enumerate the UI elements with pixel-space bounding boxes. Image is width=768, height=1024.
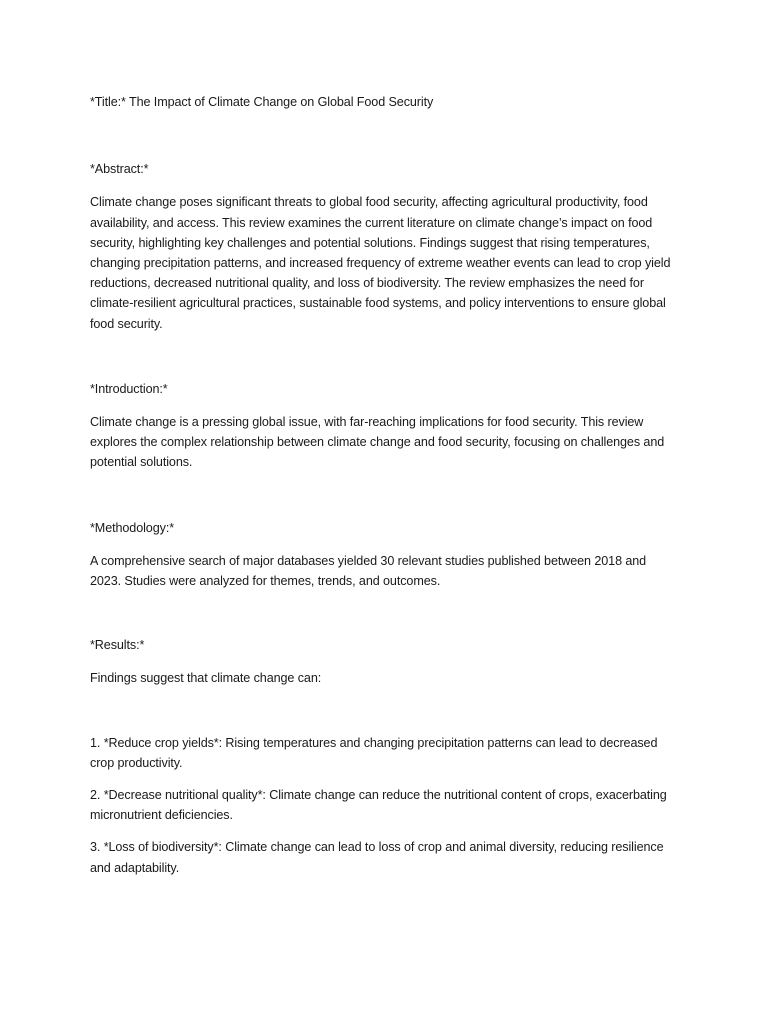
results-list-item: 2. *Decrease nutritional quality*: Climate change can reduce the nutritional content of crops, exacerbating micronutrient deficiencies. <box>90 788 667 823</box>
results-list-item: 3. *Loss of biodiversity*: Climate change can lead to loss of crop and animal diversity, reducing resilience and adaptability. <box>90 840 664 875</box>
results-list-item: 1. *Reduce crop yields*: Rising temperatures and changing precipitation patterns can lead to decreased crop productivity. <box>90 735 658 770</box>
methodology-heading: *Methodology:* <box>90 520 175 535</box>
introduction-paragraph: Climate change is a pressing global issue, with far-reaching implications for food security. This review explores the complex relationship between climate change and food security, focusing on challenges and potential solutions. <box>90 415 665 470</box>
document-title: *Title:* The Impact of Climate Change on Global Food Security <box>90 95 434 109</box>
results-intro: Findings suggest that climate change can: <box>90 671 322 686</box>
methodology-paragraph: A comprehensive search of major databases yielded 30 relevant studies published between 2018 and 2023. Studies were analyzed for themes, trends, and outcomes. <box>90 553 647 589</box>
abstract-paragraph: Climate change poses significant threats to global food security, affecting agricultural productivity, food availability, and access. This review examines the current literature on climate change’s impact on food security, highlighting key challenges and potential solutions. Findings suggest that rising temperatures, changing precipitation patterns, and increased frequency of extreme weather events can lead to crop yield reductions, decreased nutritional quality, and loss of biodiversity. The review emphasizes the need for climate-resilient agricultural practices, sustainable food systems, and policy interventions to ensure global food security. <box>90 195 671 331</box>
introduction-heading: *Introduction:* <box>90 381 168 396</box>
document-page <box>90 92 680 890</box>
abstract-heading: *Abstract:* <box>90 162 149 177</box>
results-heading: *Results:* <box>90 638 145 653</box>
